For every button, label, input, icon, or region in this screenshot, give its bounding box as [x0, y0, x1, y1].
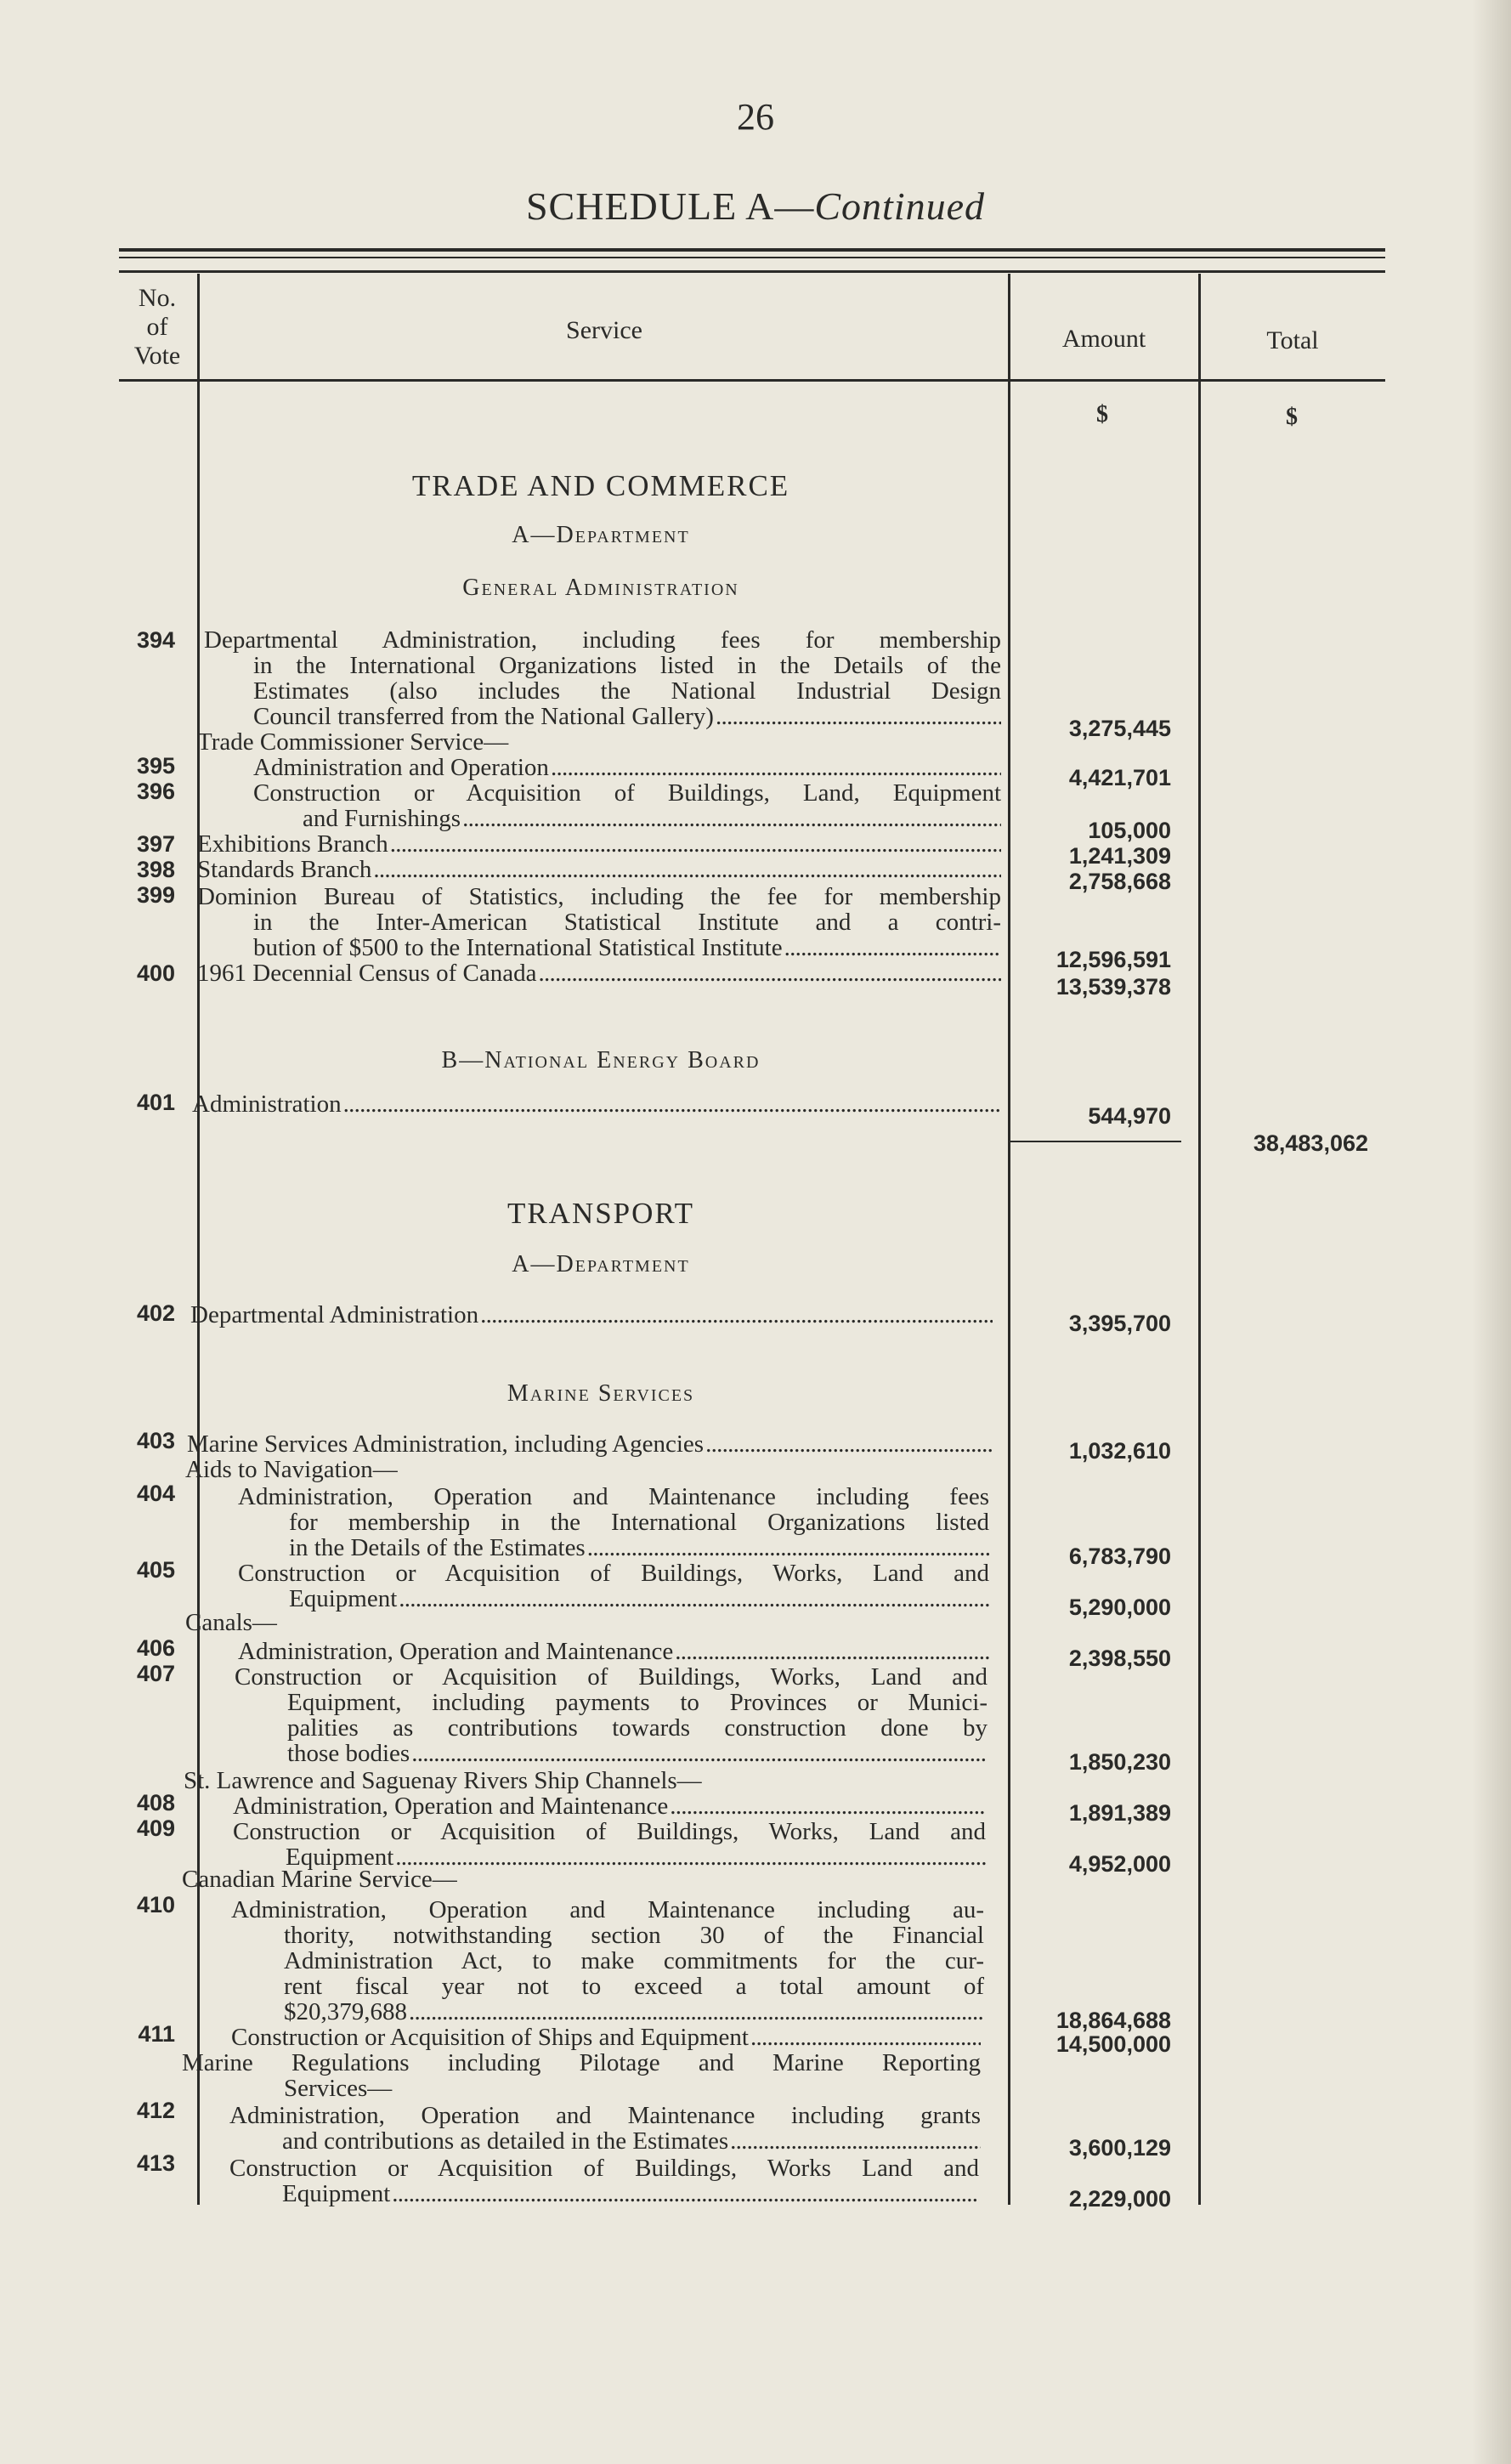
entry-text: bution of $500 to the International Statistical Institute [253, 934, 783, 961]
entry-text: Equipment [289, 1585, 398, 1612]
vote-number: 399 [136, 882, 175, 908]
amount-value: 1,850,230 [1068, 1749, 1171, 1775]
amount-value: 2,758,668 [1068, 869, 1171, 894]
entry-line: rent fiscal year not to exceed a total amount of [284, 1973, 984, 2000]
header-total: Total [1266, 326, 1319, 354]
dot-leader [784, 935, 1001, 960]
vote-number: 404 [136, 1481, 175, 1506]
entry-text: Administration [192, 1090, 342, 1118]
vote-number: 409 [136, 1815, 175, 1841]
entry-text: Departmental Administration [190, 1301, 479, 1328]
entry-text: Construction or Acquisition of Ships and Equipment [231, 2024, 749, 2051]
dot-leader [480, 1302, 993, 1328]
entry-line [197, 960, 1001, 986]
vote-number: 408 [136, 1790, 175, 1815]
vote-number: 406 [136, 1635, 175, 1661]
group-heading: Services— [284, 2075, 393, 2102]
section-marine-services: Marine Services [506, 1380, 695, 1407]
entry-line: Administration Act, to make commitments for the cur- [284, 1947, 984, 1974]
dot-leader [730, 2128, 981, 2154]
amount-value: 1,032,610 [1068, 1438, 1171, 1464]
amount-value: 3,600,129 [1068, 2135, 1171, 2161]
group-heading: Aids to Navigation— [185, 1456, 398, 1483]
header-no-of-vote [119, 284, 195, 371]
amount-value: 3,275,445 [1068, 716, 1171, 741]
header-amount: Amount [1061, 325, 1146, 353]
entry-text: Council transferred from the National Gallery) [253, 703, 714, 730]
vote-number: 405 [136, 1557, 175, 1583]
dot-leader [670, 1793, 986, 1819]
vote-number: 410 [136, 1892, 175, 1917]
dot-leader [675, 1639, 989, 1664]
total-currency: $ [1286, 404, 1298, 430]
vote-number: 394 [136, 627, 175, 653]
dot-leader [705, 1431, 993, 1457]
amount-value: 4,952,000 [1068, 1851, 1171, 1877]
entry-line: Departmental Administration, including fees for membership [204, 626, 1001, 654]
amount-value: 12,596,591 [1055, 947, 1171, 972]
group-heading: Marine Regulations including Pilotage and Marine Reporting [182, 2049, 981, 2076]
entry-line [187, 1431, 993, 1457]
entry-text: Standards Branch [197, 856, 372, 883]
amount-value: 2,398,550 [1068, 1645, 1171, 1671]
amount-value: 5,290,000 [1068, 1595, 1171, 1620]
entry-line: palities as contributions towards construction done by [287, 1714, 988, 1742]
top-rule-thick [119, 248, 1385, 252]
amount-value: 1,241,309 [1068, 843, 1171, 869]
vote-number: 407 [136, 1661, 175, 1686]
section-trade-department: A—Department [512, 522, 690, 548]
amount-value: 3,395,700 [1068, 1311, 1171, 1336]
entry-line [253, 755, 1001, 780]
entry-line [238, 1639, 989, 1664]
entry-text: and Furnishings [303, 805, 461, 832]
entry-line [287, 1741, 988, 1766]
dot-leader [551, 755, 1001, 780]
vote-number: 396 [136, 779, 175, 804]
entry-line [284, 1999, 984, 2025]
group-heading: St. Lawrence and Saguenay Rivers Ship Channels— [184, 1767, 702, 1794]
schedule-title-main: SCHEDULE A— [525, 184, 815, 228]
subtotal-rule [1010, 1141, 1181, 1142]
section-trade-commerce: TRADE AND COMMERCE [411, 469, 790, 502]
entry-line [282, 2128, 981, 2154]
vote-number: 398 [136, 857, 175, 882]
amount-value: 6,783,790 [1068, 1544, 1171, 1569]
entry-line: Dominion Bureau of Statistics, including the fee for membership [197, 883, 1001, 910]
group-heading: Trade Commissioner Service— [197, 728, 509, 756]
group-heading: Canals— [185, 1609, 277, 1636]
top-rule-thin [119, 257, 1385, 258]
entry-line [303, 806, 1001, 831]
amount-value: 1,891,389 [1068, 1800, 1171, 1826]
entry-line [282, 2181, 979, 2206]
dot-leader [716, 704, 1001, 729]
section-transport: TRANSPORT [506, 1197, 695, 1230]
vote-number: 401 [136, 1090, 175, 1115]
entry-line: Construction or Acquisition of Buildings, Works, Land and [238, 1560, 989, 1587]
entry-line [253, 935, 1001, 960]
entry-text: 1961 Decennial Census of Canada [197, 960, 537, 987]
vote-number: 412 [136, 2098, 175, 2123]
header-vote: Vote [133, 342, 181, 370]
header-of: of [146, 313, 168, 341]
amount-value: 2,229,000 [1068, 2186, 1171, 2212]
amount-value: 14,500,000 [1055, 2031, 1171, 2057]
entry-text: Equipment [282, 2180, 391, 2207]
entry-line: Administration, Operation and Maintenance including fees [238, 1483, 989, 1510]
vote-number: 402 [136, 1300, 175, 1326]
entry-line: Administration, Operation and Maintenance including au- [231, 1896, 984, 1923]
dot-leader [538, 960, 1001, 986]
vote-number: 397 [136, 831, 175, 857]
header-service: Service [566, 316, 642, 344]
entry-line [231, 2025, 981, 2050]
dot-leader [390, 831, 1001, 857]
section-transport-department: A—Department [512, 1251, 690, 1277]
entry-text: Administration and Operation [253, 754, 549, 781]
dot-leader [373, 857, 1001, 882]
dot-leader [587, 1535, 989, 1561]
dot-leader [399, 1586, 989, 1612]
group-heading: Canadian Marine Service— [182, 1866, 457, 1893]
entry-line [190, 1302, 993, 1328]
entry-text: Equipment [286, 1844, 394, 1871]
dot-leader [395, 1844, 986, 1870]
vote-number: 413 [136, 2150, 175, 2176]
dot-leader [409, 1999, 984, 2025]
top-rule-third [119, 270, 1385, 273]
page-edge-shadow [1472, 0, 1511, 2464]
entry-line [289, 1535, 989, 1561]
entry-text: Administration, Operation and Maintenance [233, 1793, 669, 1820]
header-no: No. [138, 284, 177, 312]
entry-text: Exhibitions Branch [197, 830, 388, 858]
vote-number: 400 [136, 960, 175, 986]
vote-number: 403 [136, 1428, 175, 1453]
entry-line: Estimates (also includes the National Industrial Design [253, 677, 1001, 705]
entry-line: thority, notwithstanding section 30 of the Financial [284, 1922, 984, 1949]
amount-value: 13,539,378 [1055, 974, 1171, 1000]
entry-line: in the International Organizations listed in the Details of the [253, 652, 1001, 679]
vote-number: 395 [136, 753, 175, 779]
dot-leader [392, 2181, 979, 2206]
column-divider-amount [1198, 274, 1201, 2205]
header-rule [119, 379, 1385, 382]
amount-value: 105,000 [1088, 818, 1171, 843]
entry-line: for membership in the International Organizations listed [289, 1509, 989, 1536]
entry-line: Construction or Acquisition of Buildings, Works Land and [229, 2155, 979, 2182]
vote-number: 411 [138, 2021, 175, 2047]
amount-value: 544,970 [1088, 1103, 1171, 1129]
section-general-administration: General Administration [462, 575, 739, 601]
page-number: 26 [737, 96, 774, 138]
entry-text: and contributions as detailed in the Estimates [282, 2127, 729, 2155]
entry-line: in the Inter-American Statistical Institute and a contri- [253, 909, 1001, 936]
column-divider-vote [197, 274, 200, 2205]
entry-line: Construction or Acquisition of Buildings, Works, Land and [235, 1663, 988, 1691]
amount-value: 4,421,701 [1068, 765, 1171, 790]
entry-text: those bodies [287, 1740, 410, 1767]
schedule-title-italic: Continued [814, 184, 986, 228]
entry-text: $20,379,688 [284, 1998, 407, 2025]
entry-line: Equipment, including payments to Provinces or Munici- [287, 1689, 988, 1716]
amount-currency: $ [1096, 401, 1108, 428]
entry-line [289, 1586, 989, 1612]
entry-line: Construction or Acquisition of Buildings, Works, Land and [233, 1818, 986, 1845]
dot-leader [411, 1741, 988, 1766]
entry-line [192, 1091, 999, 1117]
dot-leader [750, 2025, 981, 2050]
entry-line [197, 857, 1001, 882]
section-national-energy-board: B—National Energy Board [441, 1047, 761, 1073]
trade-commerce-total: 38,483,062 [1253, 1130, 1368, 1156]
column-divider-service [1008, 274, 1010, 2205]
entry-text: Administration, Operation and Maintenance [238, 1638, 674, 1665]
entry-line: Construction or Acquisition of Buildings, Land, Equipment [253, 779, 1001, 807]
schedule-title [0, 184, 1511, 229]
entry-text: Marine Services Administration, including Agencies [187, 1430, 705, 1458]
entry-line: Administration, Operation and Maintenance including grants [229, 2102, 981, 2129]
dot-leader [462, 806, 1001, 831]
entry-text: in the Details of the Estimates [289, 1534, 586, 1561]
amount-value: 18,864,688 [1055, 2008, 1171, 2033]
entry-line [233, 1793, 986, 1819]
entry-line [253, 704, 1001, 729]
entry-line [197, 831, 1001, 857]
dot-leader [343, 1091, 999, 1117]
